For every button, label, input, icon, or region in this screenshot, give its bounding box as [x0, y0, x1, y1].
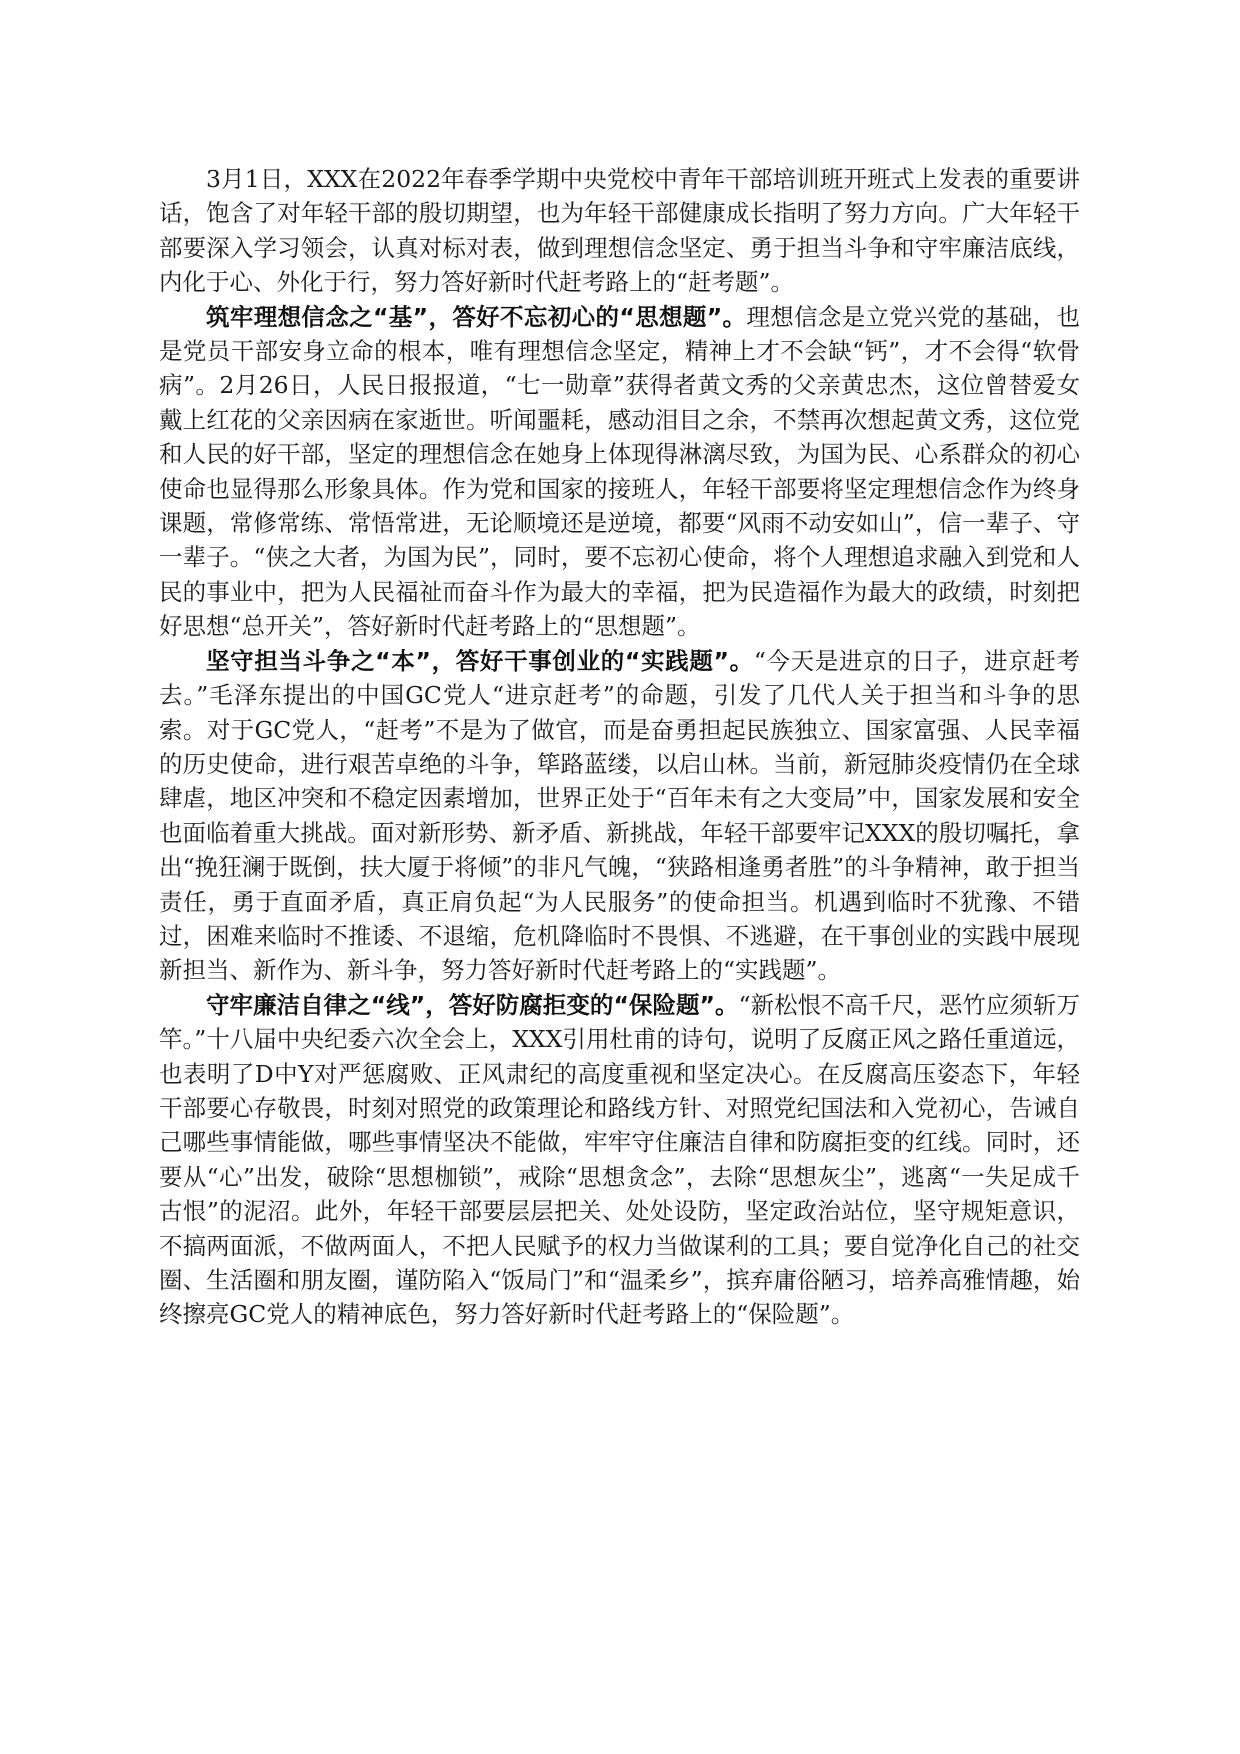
paragraph-integrity-text: “新松恨不高千尺，恶竹应须斩万竿。”十八届中央纪委六次全会上，XXX引用杜甫的诗句，说明了反腐正风之路任重道远，也表明了D中Y对严惩腐败、正风肃纪的高度重视和坚定决心。在反腐高压姿态下，年轻干部要心存敬畏，时刻对照党的政策理论和路线方针、对照党纪国法和入党初心，告诫自己哪些事情能做，哪些事情坚决不能做，牢牢守住廉洁自律和防腐拒变的红线。同时，还要从“心”出发，破除“思想枷锁”，戒除“思想贪念”，去除“思想灰尘”，逃离“一失足成千古恨”的泥沼。此外，年轻干部要层层把关、处处设防，坚定政治站位，坚守规矩意识，不搞两面派，不做两面人，不把人民赋予的权力当做谋利的工具；要自觉净化自己的社交圈、生活圈和朋友圈，谨防陷入“饭局门”和“温柔乡”，摈弃庸俗陋习，培养高雅情趣，始终擦亮GC党人的精神底色，努力答好新时代赶考路上的“保险题”。 [159, 990, 1081, 1329]
paragraph-integrity [159, 988, 1080, 1332]
paragraph-responsibility [159, 644, 1080, 988]
paragraph-intro-text: 3月1日，XXX在2022年春季学期中央党校中青年干部培训班开班式上发表的重要讲话，饱含了对年轻干部的殷切期望，也为年轻干部健康成长指明了努力方向。广大年轻干部要深入学习领会，认真对标对表，做到理想信念坚定、勇于担当斗争和守牢廉洁底线，内化于心、外化于行，努力答好新时代赶考路上的“赶考题”。 [159, 165, 1080, 297]
paragraph-ideals [159, 300, 1080, 644]
paragraph-ideals-heading: 筑牢理想信念之“基”，答好不忘初心的“思想题”。 [206, 302, 747, 331]
paragraph-responsibility-text: “今天是进京的日子，进京赶考去。”毛泽东提出的中国GC党人“进京赶考”的命题，引发了几代人关于担当和斗争的思索。对于GC党人，“赶考”不是为了做官，而是奋勇担起民族独立、国家富强、人民幸福的历史使命，进行艰苦卓绝的斗争，筚路蓝缕，以启山林。当前，新冠肺炎疫情仍在全球肆虐，地区冲突和不稳定因素增加，世界正处于“百年未有之大变局”中，国家发展和安全也面临着重大挑战。面对新形势、新矛盾、新挑战，年轻干部要牢记XXX的殷切嘱托，拿出“挽狂澜于既倒，扶大厦于将倾”的非凡气魄，“狭路相逢勇者胜”的斗争精神，敢于担当责任，勇于直面矛盾，真正肩负起“为人民服务”的使命担当。机遇到临时不犹豫、不错过，困难来临时不推诿、不退缩，危机降临时不畏惧、不逃避，在干事创业的实践中展现新担当、新作为、新斗争，努力答好新时代赶考路上的“实践题”。 [159, 646, 1081, 985]
paragraph-responsibility-heading: 坚守担当斗争之“本”，答好干事创业的“实践题”。 [206, 646, 754, 675]
paragraph-ideals-text: 理想信念是立党兴党的基础，也是党员干部安身立命的根本，唯有理想信念坚定，精神上才不会缺“钙”，才不会得“软骨病”。2月26日，人民日报报道，“七一勋章”获得者黄文秀的父亲黄忠杰，这位曾替爱女戴上红花的父亲因病在家逝世。听闻噩耗，感动泪目之余，不禁再次想起黄文秀，这位党和人民的好干部，坚定的理想信念在她身上体现得淋漓尽致，为国为民、心系群众的初心使命也显得那么形象具体。作为党和国家的接班人，年轻干部要将坚定理想信念作为终身课题，常修常练、常悟常进，无论顺境还是逆境，都要“风雨不动安如山”，信一辈子、守一辈子。“侠之大者，为国为民”，同时，要不忘初心使命，将个人理想追求融入到党和人民的事业中，把为人民福祉而奋斗作为最大的幸福，把为民造福作为最大的政绩，时刻把好思想“总开关”，答好新时代赶考路上的“思想题”。 [159, 302, 1081, 641]
paragraph-integrity-heading: 守牢廉洁自律之“线”，答好防腐拒变的“保险题”。 [206, 990, 739, 1019]
document-body [159, 162, 1080, 1332]
paragraph-intro [159, 162, 1080, 300]
